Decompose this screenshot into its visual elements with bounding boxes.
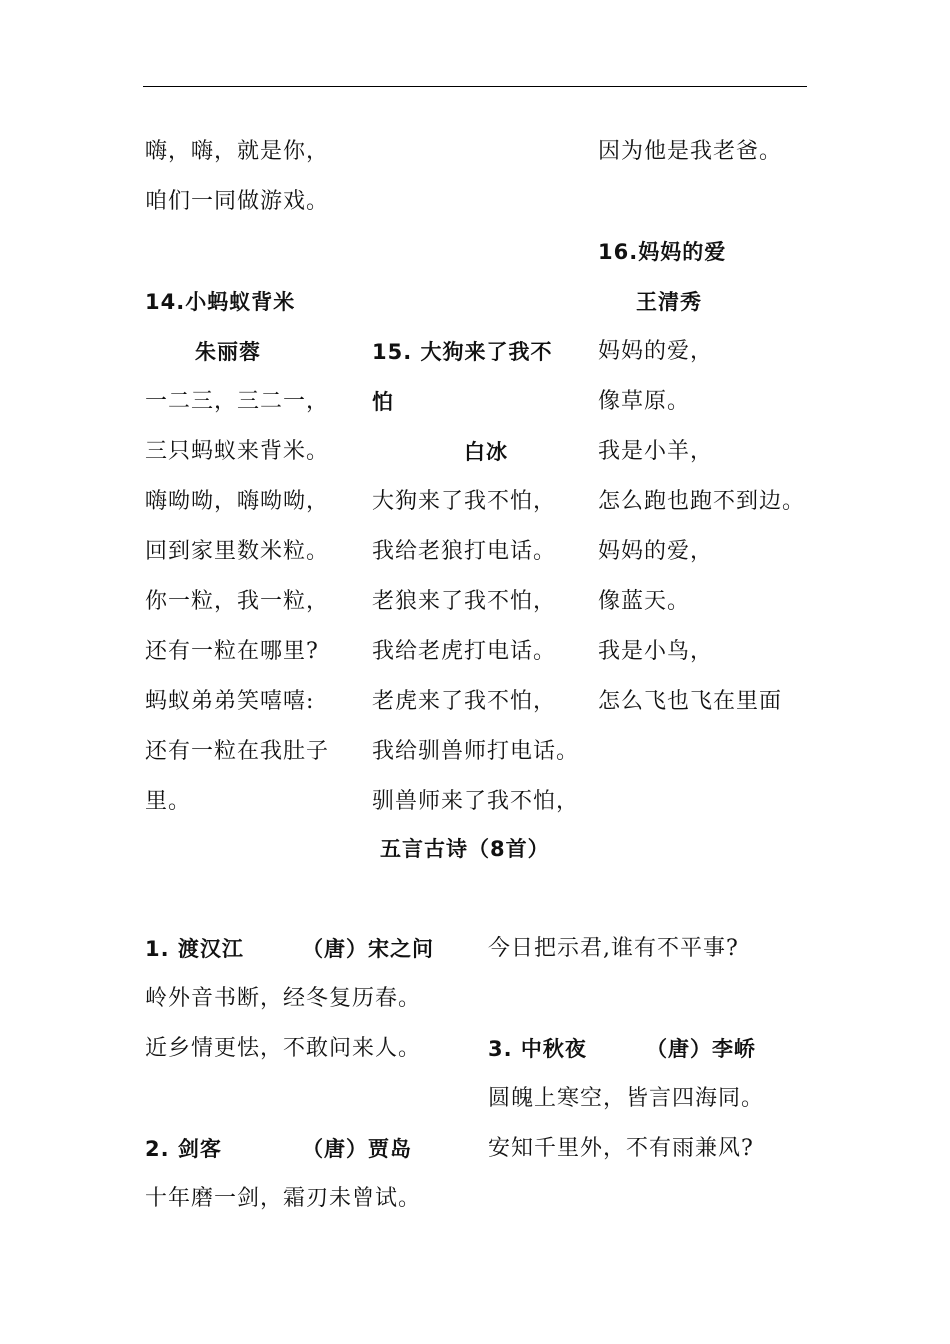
classic-p3-title: 3. 中秋夜 (488, 1037, 587, 1061)
poem15-author: 白冰 (464, 440, 508, 464)
poem15-line: 我给老狼打电话。 (372, 539, 557, 564)
classic-p3-line: 圆魄上寒空，皆言四海同。 (488, 1086, 765, 1111)
top-line: 嗨，嗨，就是你， (145, 139, 330, 164)
poem15-line: 老虎来了我不怕， (372, 689, 557, 714)
classic-p1-line: 岭外音书断，经冬复历春。 (145, 986, 422, 1011)
poem16-line: 妈妈的爱， (598, 539, 714, 564)
poem16-line: 像草原。 (598, 389, 691, 414)
poem14-title: 14.小蚂蚁背米 (145, 290, 296, 314)
poem15-line: 我给驯兽师打电话。 (372, 739, 580, 764)
top-line: 因为他是我老爸。 (598, 139, 783, 164)
classic-p3-line: 安知千里外，不有雨兼风? (488, 1136, 754, 1161)
classic-p2-author: （唐）贾岛 (302, 1137, 412, 1161)
poem15-line: 老狼来了我不怕， (372, 589, 557, 614)
poem15-line: 我给老虎打电话。 (372, 639, 557, 664)
poem16-line: 像蓝天。 (598, 589, 691, 614)
poem14-author: 朱丽蓉 (195, 340, 261, 364)
poem16-line: 妈妈的爱， (598, 339, 714, 364)
poem14-line: 蚂蚁弟弟笑嘻嘻: (145, 689, 315, 714)
classic-p2-line: 十年磨一剑，霜刃未曾试。 (145, 1186, 422, 1211)
poem15-line: 大狗来了我不怕， (372, 489, 557, 514)
section-title: 五言古诗（8首） (380, 837, 550, 861)
poem16-author: 王清秀 (636, 290, 702, 314)
poem14-line: 一二三，三二一， (145, 389, 330, 414)
top-line: 咱们一同做游戏。 (145, 189, 330, 214)
poem16-line: 怎么跑也跑不到边。 (598, 489, 806, 514)
poem16-line: 我是小羊， (598, 439, 714, 464)
poem16-line: 我是小鸟， (598, 639, 714, 664)
classic-p2-title: 2. 剑客 (145, 1137, 222, 1161)
classic-p1-author: （唐）宋之问 (302, 937, 434, 961)
poem14-line: 还有一粒在哪里? (145, 639, 319, 664)
poem14-line: 还有一粒在我肚子 (145, 739, 330, 764)
poem14-line: 三只蚂蚁来背米。 (145, 439, 330, 464)
classic-p1-title: 1. 渡汉江 (145, 937, 244, 961)
classic-p2-line: 今日把示君,谁有不平事? (488, 936, 739, 961)
poem14-line: 里。 (145, 789, 192, 814)
poem15-line: 驯兽师来了我不怕， (372, 789, 580, 814)
poem15-title: 15. 大狗来了我不 (372, 340, 553, 364)
classic-p1-line: 近乡情更怯，不敢问来人。 (145, 1036, 422, 1061)
header-rule (143, 86, 807, 87)
poem14-line: 回到家里数米粒。 (145, 539, 330, 564)
poem15-title-cont: 怕 (372, 390, 394, 414)
classic-p3-author: （唐）李峤 (646, 1037, 756, 1061)
poem14-line: 嗨呦呦，嗨呦呦， (145, 489, 330, 514)
poem14-line: 你一粒，我一粒， (145, 589, 330, 614)
poem16-line: 怎么飞也飞在里面 (598, 689, 783, 714)
poem16-title: 16.妈妈的爱 (598, 240, 727, 264)
